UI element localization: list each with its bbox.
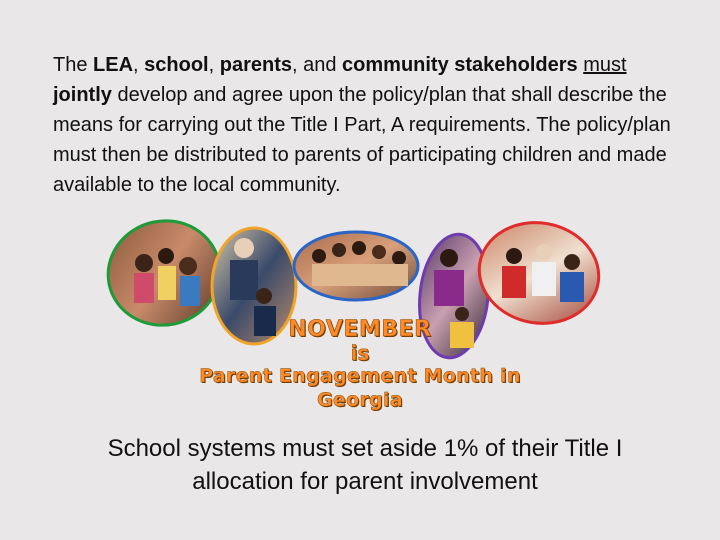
text-run: , <box>133 54 145 76</box>
text-run: The <box>53 54 94 76</box>
parents-term: parents <box>219 54 292 76</box>
text-run: develop and agree upon the policy/plan that shall describe the means for carrying out the Title I Part, A requirements. The policy/plan must then be distributed to parents of participating children and made available to the local community. <box>53 84 671 196</box>
stakeholders-term: community stakeholders <box>342 54 578 76</box>
text-run: , <box>208 54 220 76</box>
banner-subtitle: Parent Engagement Month in Georgia <box>199 365 521 411</box>
lea-term: LEA <box>93 54 134 76</box>
jointly-term: jointly <box>53 84 112 106</box>
must-term: must <box>583 54 627 76</box>
collage-photo-3 <box>294 232 418 300</box>
banner-is: is <box>350 341 370 365</box>
parent-engagement-banner <box>160 318 560 412</box>
policy-paragraph <box>53 50 683 200</box>
banner-month: NOVEMBER <box>288 317 432 342</box>
text-run: , and <box>291 54 343 76</box>
collage-photo-5 <box>471 218 604 333</box>
allocation-note: School systems must set aside 1% of their Title I allocation for parent involvement <box>107 435 623 495</box>
school-term: school <box>144 54 209 76</box>
